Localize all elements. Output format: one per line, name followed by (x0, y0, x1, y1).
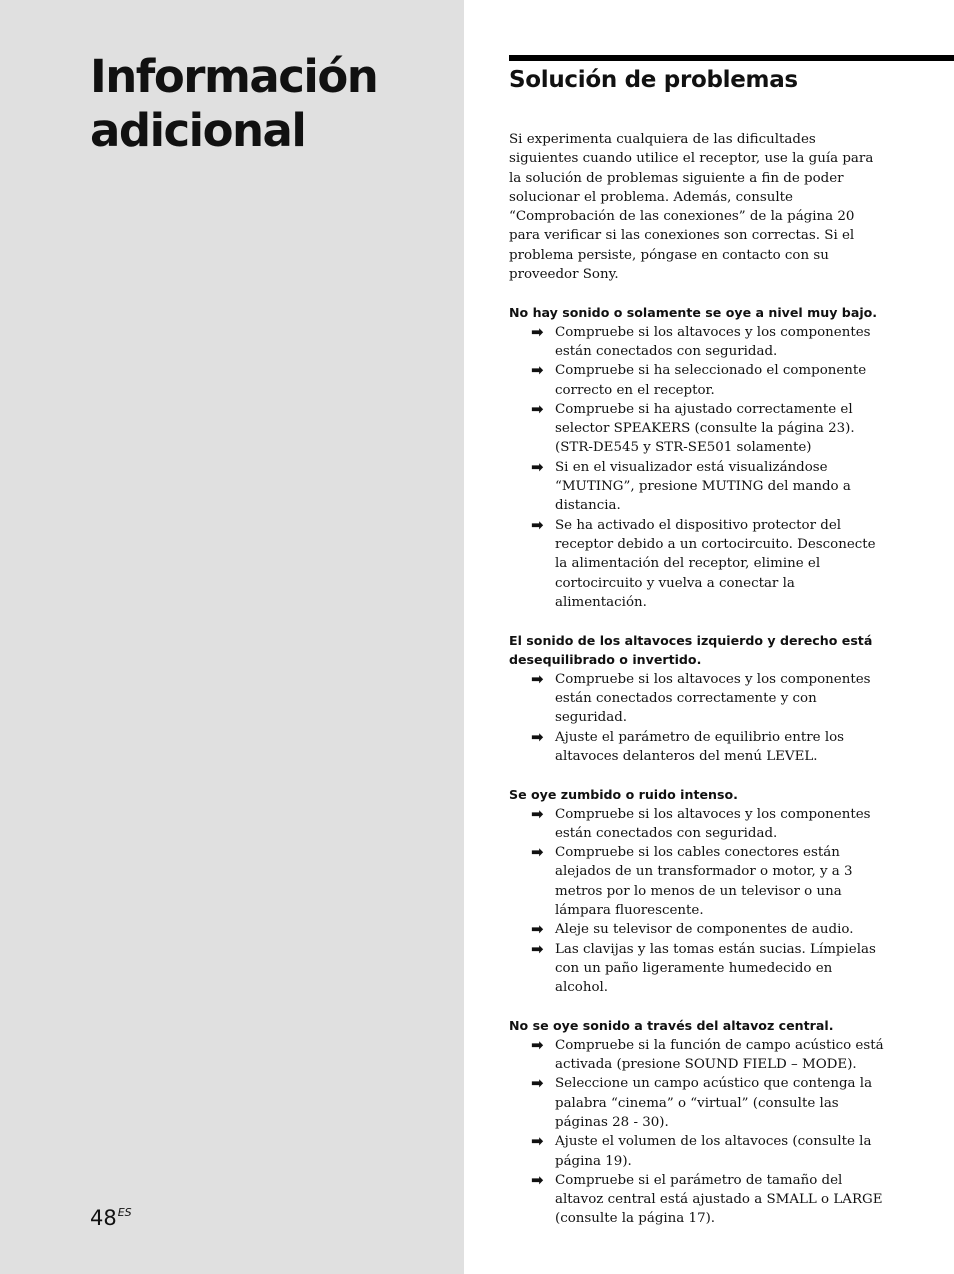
remedy-item (509, 843, 887, 920)
remedy-text: Ajuste el volumen de los altavoces (consulte la página 19). (555, 1134, 872, 1169)
remedy-text: Aleje su televisor de componentes de audio. (555, 922, 854, 938)
remedy-text: Ajuste el parámetro de equilibrio entre los altavoces delanteros del menú LEVEL. (555, 729, 845, 764)
problem-block (509, 1016, 887, 1228)
page-number-suffix: ES (117, 1206, 132, 1219)
arrow-right-icon: ➡ (531, 1035, 544, 1054)
remedy-item (509, 670, 887, 728)
arrow-right-icon: ➡ (531, 669, 544, 688)
remedy-item (509, 516, 887, 612)
remedy-item (509, 728, 887, 767)
arrow-right-icon: ➡ (531, 399, 544, 418)
arrow-right-icon: ➡ (531, 457, 544, 476)
page-number-value: 48 (90, 1206, 117, 1230)
arrow-right-icon: ➡ (531, 1170, 544, 1189)
problem-block (509, 631, 887, 766)
arrow-right-icon: ➡ (531, 322, 544, 341)
remedy-item (509, 1132, 887, 1171)
chapter-sidebar (0, 0, 464, 1274)
troubleshooting-content (509, 130, 887, 1248)
remedy-list (509, 1036, 887, 1229)
problem-heading: Se oye zumbido o ruido intenso. (509, 787, 738, 803)
remedy-item (509, 458, 887, 516)
remedy-item (509, 1036, 887, 1075)
page-number (90, 1206, 132, 1230)
remedy-item (509, 361, 887, 400)
section-title: Solución de problemas (509, 67, 798, 93)
remedy-text: Si en el visualizador está visualizándose “MUTING”, presione MUTING del mando a distancia. (555, 459, 851, 514)
remedy-item (509, 400, 887, 458)
arrow-right-icon: ➡ (531, 1074, 544, 1093)
remedy-text: Compruebe si la función de campo acústico está activada (presione SOUND FIELD – MODE). (555, 1037, 884, 1073)
arrow-right-icon: ➡ (531, 939, 544, 958)
chapter-title (90, 50, 450, 158)
remedy-text: Las clavijas y las tomas están sucias. Límpielas con un paño ligeramente humedecido en alcohol. (555, 941, 876, 996)
remedy-text: Compruebe si los altavoces y los componentes están conectados con seguridad. (555, 806, 871, 841)
remedy-item (509, 1074, 887, 1132)
remedy-text: Compruebe si los altavoces y los componentes están conectados correctamente y con seguridad. (555, 671, 871, 726)
remedy-text: Seleccione un campo acústico que contenga la palabra “cinema” o “virtual” (consulte las páginas 28 - 30). (555, 1076, 873, 1130)
arrow-right-icon: ➡ (531, 361, 544, 380)
chapter-title-line2: adicional (90, 104, 306, 157)
remedy-text: Compruebe si ha seleccionado el componente correcto en el receptor. (555, 363, 867, 398)
remedy-item (509, 940, 887, 998)
arrow-right-icon: ➡ (531, 843, 544, 862)
arrow-right-icon: ➡ (531, 727, 544, 746)
remedy-list (509, 323, 887, 612)
chapter-title-line1: Información (90, 50, 378, 103)
problem-heading: El sonido de los altavoces izquierdo y derecho está desequilibrado o invertido. (509, 633, 873, 668)
remedy-list (509, 670, 887, 766)
problem-block (509, 303, 887, 612)
remedy-item (509, 323, 887, 362)
arrow-right-icon: ➡ (531, 920, 544, 939)
remedy-text: Compruebe si el parámetro de tamaño del altavoz central está ajustado a SMALL o LARGE (consulte la página 17). (555, 1172, 883, 1227)
problem-heading: No hay sonido o solamente se oye a nivel muy bajo. (509, 305, 878, 321)
remedy-text: Se ha activado el dispositivo protector del receptor debido a un cortocircuito. Desconecte la alimentación del receptor, elimine el cortocircuito y vuelva a conectar la alimentación. (555, 517, 876, 610)
remedy-item (509, 1171, 887, 1229)
section-rule (509, 55, 954, 61)
problem-heading: No se oye sonido a través del altavoz central. (509, 1018, 834, 1034)
arrow-right-icon: ➡ (531, 804, 544, 823)
arrow-right-icon: ➡ (531, 515, 544, 534)
intro-paragraph: Si experimenta cualquiera de las dificultades siguientes cuando utilice el receptor, use la guía para la solución de problemas siguiente a fin de poder solucionar el problema. Además, consulte “Comprobación de las conexiones” de la página 20 para verificar si las conexiones son correctas. Si el problema persiste, póngase en contacto con su proveedor Sony. (509, 132, 874, 283)
remedy-item (509, 805, 887, 844)
remedy-text: Compruebe si ha ajustado correctamente el selector SPEAKERS (consulte la página 23). (STR-DE545 y STR-SE501 solamente) (555, 401, 855, 456)
problem-block (509, 785, 887, 997)
remedy-list (509, 805, 887, 998)
remedy-text: Compruebe si los cables conectores están alejados de un transformador o motor, y a 3 metros por lo menos de un televisor o una lámpara fluorescente. (555, 845, 853, 918)
arrow-right-icon: ➡ (531, 1132, 544, 1151)
remedy-text: Compruebe si los altavoces y los componentes están conectados con seguridad. (555, 324, 871, 359)
remedy-item (509, 920, 887, 939)
